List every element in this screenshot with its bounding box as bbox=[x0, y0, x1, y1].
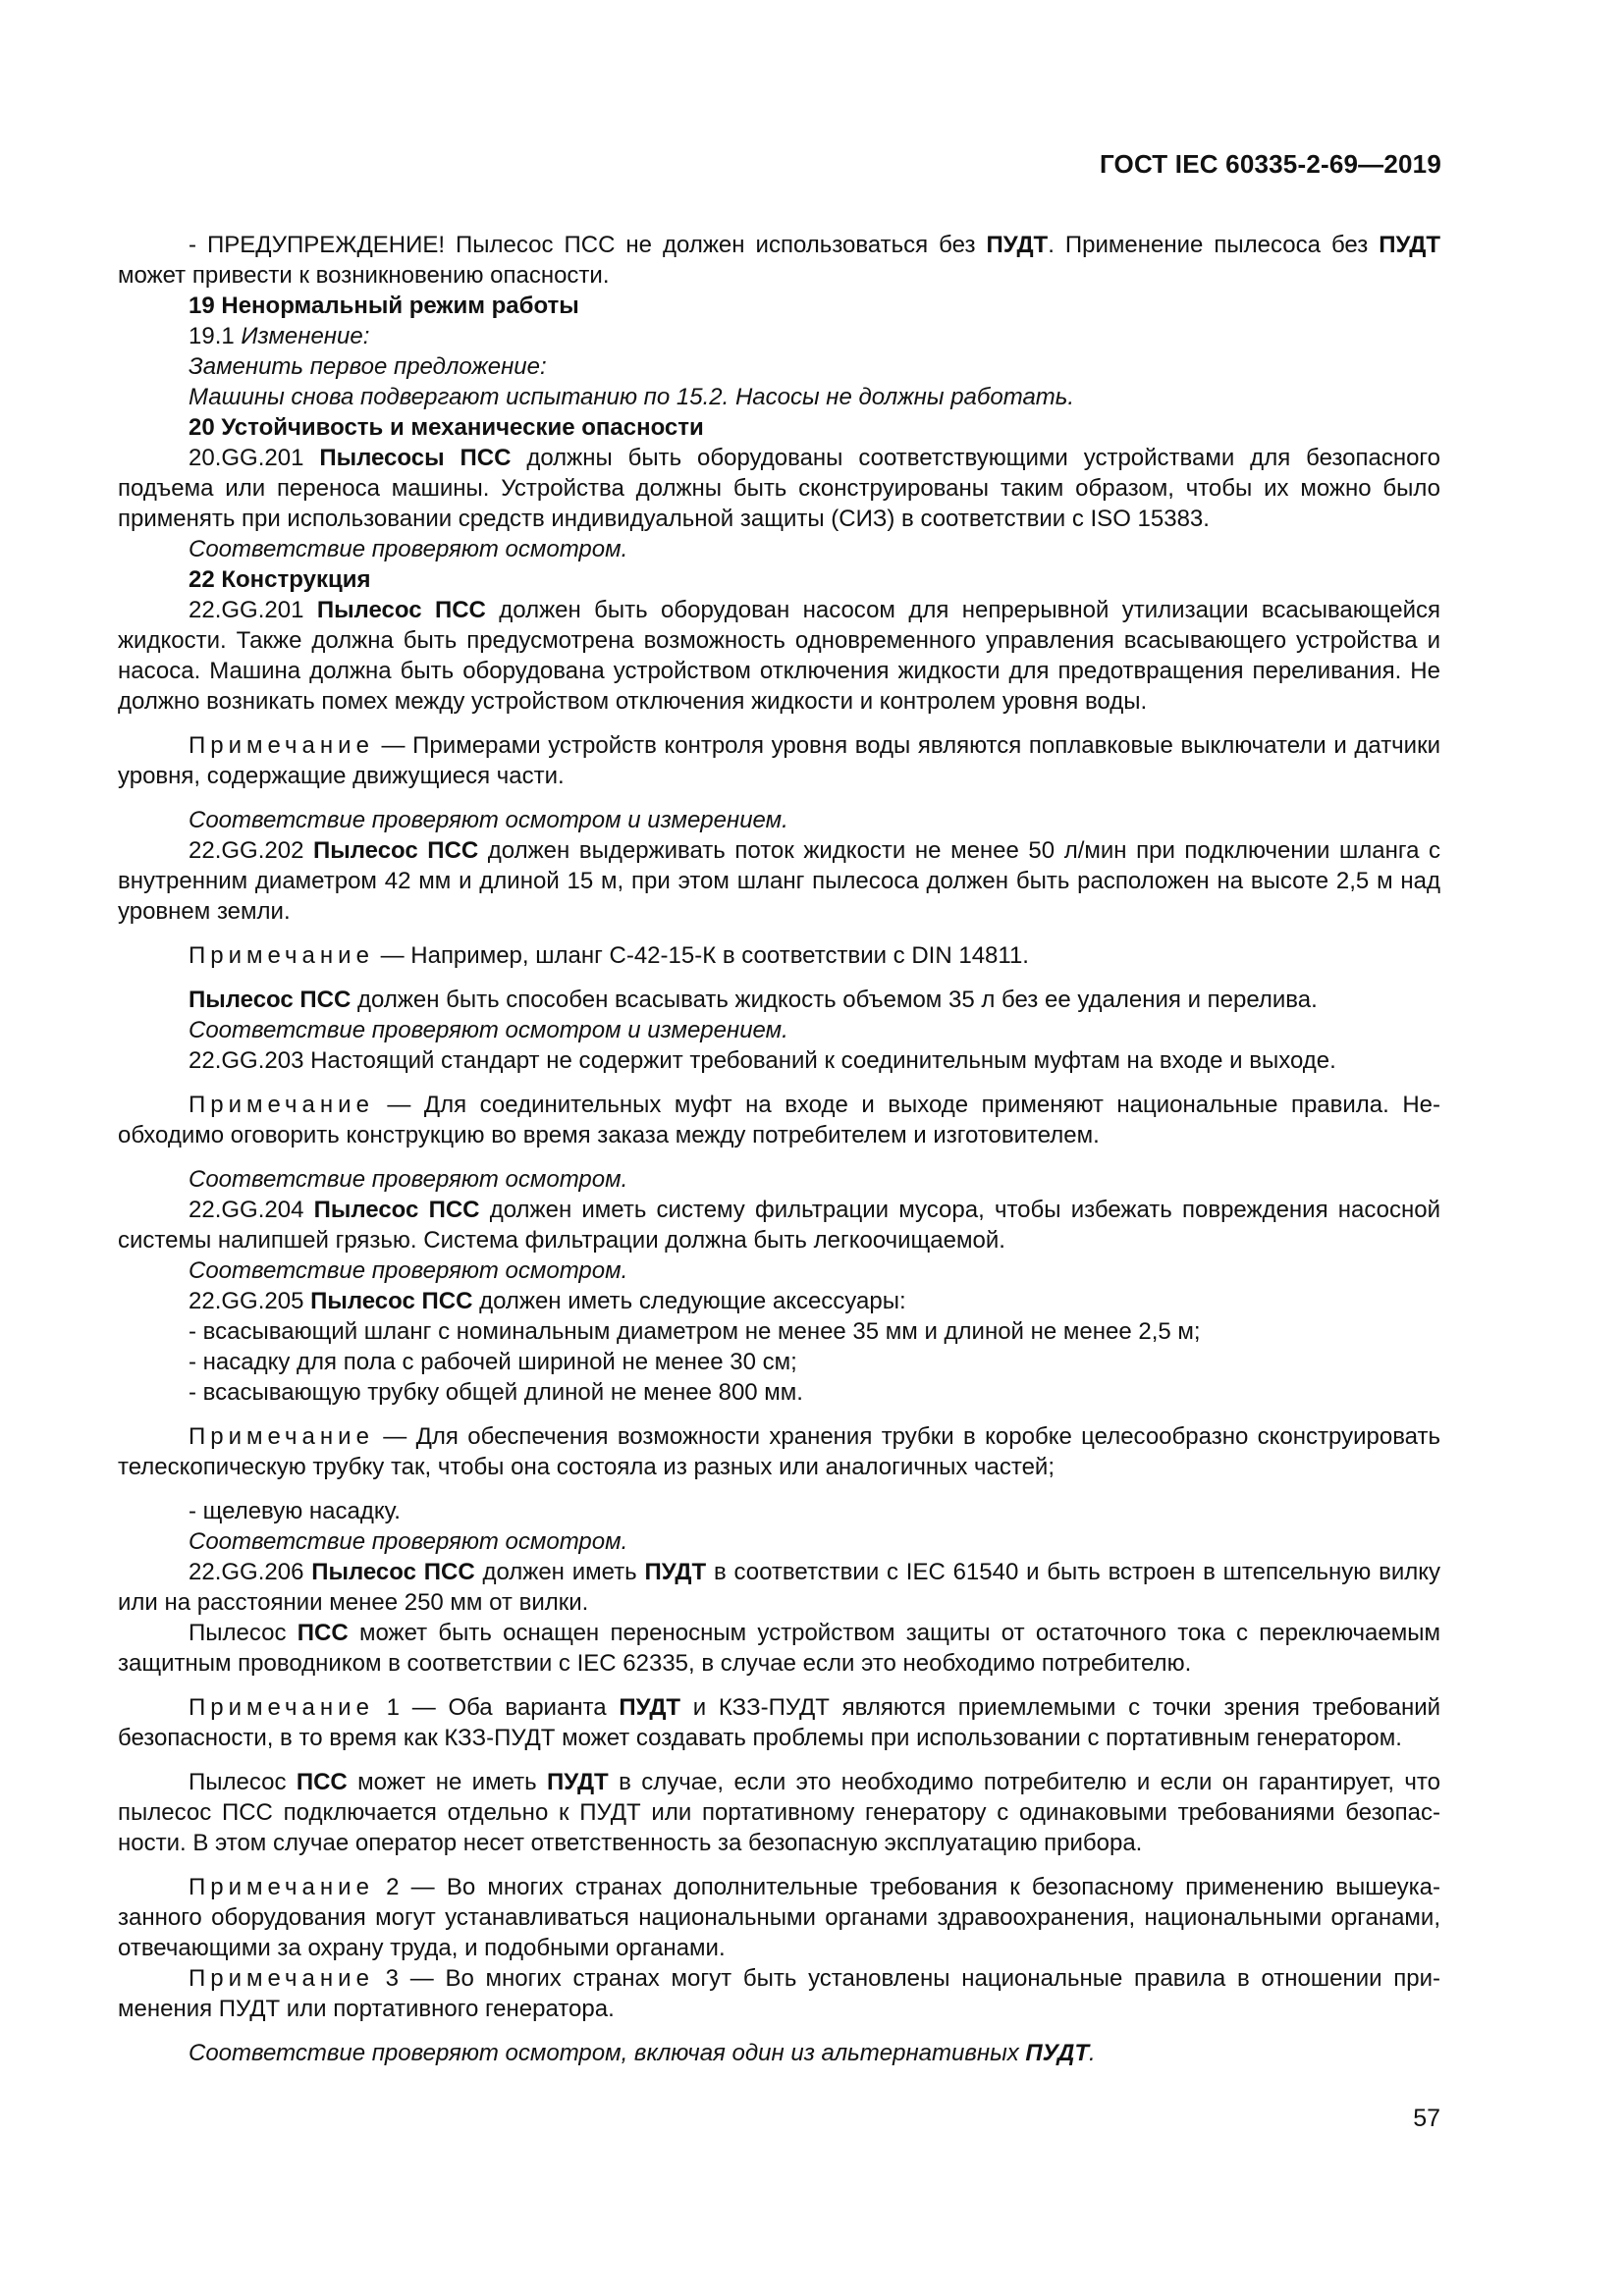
document-header: ГОСТ IEC 60335-2-69—2019 bbox=[1099, 149, 1441, 179]
clause-paragraph: Пылесос ПСС может не иметь ПУДТ в случае, если это необходимо потребителю и если он гарантирует, что пылесос ПСС подключается отдельно к ПУДТ или портативному генератору с одинаковыми требованиями безопасности. В этом случае оператор несет ответственность за безопасную эксплуатацию прибора. bbox=[118, 1769, 1440, 1856]
document-body bbox=[118, 230, 1440, 2068]
clause-22-gg-202: 22.GG.202 Пылесос ПСС должен выдерживать поток жидкости не менее 50 л/мин при подключении шланга с внутренним диаметром 42 мм и длиной 15 м, при этом шланг пылесоса должен быть расположен на высоте 2,5 м над уровнем земли. bbox=[118, 837, 1440, 925]
clause-22-gg-201: 22.GG.201 Пылесос ПСС должен быть оборудован насосом для непрерывной утилизации всасывающейся жидкости. Также должна быть предусмотрена возможность одновременного управления всасывающего устройства и насоса. Машина должна быть оборудована устройством отключения жидкости для предотвращения переливания. Не должно возникать помех между устройством отключения жидкости и контролем уровня воды. bbox=[118, 597, 1441, 715]
list-item: - всасывающую трубку общей длиной не менее 800 мм. bbox=[189, 1379, 803, 1406]
list-item: - насадку для пола с рабочей шириной не менее 30 см; bbox=[189, 1349, 797, 1375]
section-heading-20: 20 Устойчивость и механические опасности bbox=[189, 414, 704, 441]
note-paragraph: Примечание — Для обеспечения возможности хранения трубки в коробке целесообразно сконструировать телескопическую трубку так, чтобы она состояла из разных или аналогичных частей; bbox=[118, 1423, 1440, 1480]
clause-paragraph: Пылесос ПСС должен быть способен всасывать жидкость объемом 35 л без ее удаления и перелива. bbox=[189, 987, 1318, 1013]
clause-22-gg-206: 22.GG.206 Пылесос ПСС должен иметь ПУДТ в соответствии с IEC 61540 и быть встроен в штепсельную вилку или на расстоянии менее 250 мм от вилки. bbox=[118, 1559, 1441, 1616]
clause-22-gg-204: 22.GG.204 Пылесос ПСС должен иметь систему фильтрации мусора, чтобы избежать повреждения насосной системы налипшей грязью. Система фильтрации должна быть легкоочищаемой. bbox=[118, 1197, 1441, 1254]
note-paragraph: Примечание 3 — Во многих странах могут быть установлены национальные правила в отношении применения ПУДТ или портативного генератора. bbox=[118, 1965, 1440, 2022]
note-paragraph: Примечание 1 — Оба варианта ПУДТ и КЗЗ-ПУДТ являются приемлемыми с точки зрения требований безопасности, в то время как КЗЗ-ПУДТ может создавать проблемы при использовании с портативным генератором. bbox=[118, 1694, 1441, 1751]
page-number: 57 bbox=[1413, 2105, 1440, 2132]
compliance-text: Соответствие проверяют осмотром. bbox=[189, 1528, 628, 1555]
section-heading-22: 22 Конструкция bbox=[189, 566, 371, 593]
clause-22-gg-205: 22.GG.205 Пылесос ПСС должен иметь следующие аксессуары: bbox=[189, 1288, 906, 1314]
list-item: - щелевую насадку. bbox=[189, 1498, 401, 1524]
note-paragraph: Примечание — Например, шланг С-42-15-К в соответствии с DIN 14811. bbox=[189, 942, 1029, 969]
amendment-text: Машины снова подвергают испытанию по 15.2. Насосы не должны работать. bbox=[189, 384, 1075, 410]
note-paragraph: Примечание 2 — Во многих странах дополнительные требования к безопасному применению вышеуказанного оборудования могут устанавливаться национальными органами здравоохранения, национальными органами, отвечающими за охрану труда, и подобными органами. bbox=[118, 1874, 1440, 1961]
compliance-text: Соответствие проверяют осмотром. bbox=[189, 1166, 628, 1193]
clause-22-gg-203: 22.GG.203 Настоящий стандарт не содержит требований к соединительным муфтам на входе и выходе. bbox=[189, 1047, 1336, 1074]
amendment-instruction: Заменить первое предложение: bbox=[189, 353, 547, 380]
list-item: - всасывающий шланг с номинальным диаметром не менее 35 мм и длиной не менее 2,5 м; bbox=[189, 1318, 1201, 1345]
clause-20-gg-201: 20.GG.201 Пылесосы ПСС должны быть оборудованы соответствующими устройствами для безопасного подъема или переноса машины. Устройства должны быть сконструированы таким образом, чтобы их можно было применять при использовании средств индивидуальной защиты (СИЗ) в соответствии с ISO 15383. bbox=[118, 445, 1441, 532]
compliance-text: Соответствие проверяют осмотром и измерением. bbox=[189, 1017, 788, 1043]
clause-paragraph: Пылесос ПСС может быть оснащен переносным устройством защиты от остаточного тока с переключаемым защитным проводником в соответствии с IEC 62335, в случае если это необходимо потребителю. bbox=[118, 1620, 1441, 1677]
clause-19-1: 19.1 Изменение: bbox=[189, 323, 370, 349]
warning-paragraph: - ПРЕДУПРЕЖДЕНИЕ! Пылесос ПСС не должен использоваться без ПУДТ. Применение пылесоса без ПУДТ может привести к возникновению опасности. bbox=[118, 232, 1440, 289]
section-heading-19: 19 Ненормальный режим работы bbox=[189, 293, 579, 319]
compliance-text: Соответствие проверяют осмотром. bbox=[189, 1257, 628, 1284]
compliance-text: Соответствие проверяют осмотром. bbox=[189, 536, 628, 562]
compliance-text: Соответствие проверяют осмотром, включая один из альтернативных ПУДТ. bbox=[189, 2040, 1096, 2066]
note-paragraph: Примечание — Примерами устройств контроля уровня воды являются поплавковые выключатели и датчики уровня, содержащие движущиеся части. bbox=[118, 732, 1440, 789]
compliance-text: Соответствие проверяют осмотром и измерением. bbox=[189, 807, 788, 833]
note-paragraph: Примечание — Для соединительных муфт на входе и выходе применяют национальные правила. Необходимо оговорить конструкцию во время заказа между потребителем и изготовителем. bbox=[118, 1092, 1440, 1148]
